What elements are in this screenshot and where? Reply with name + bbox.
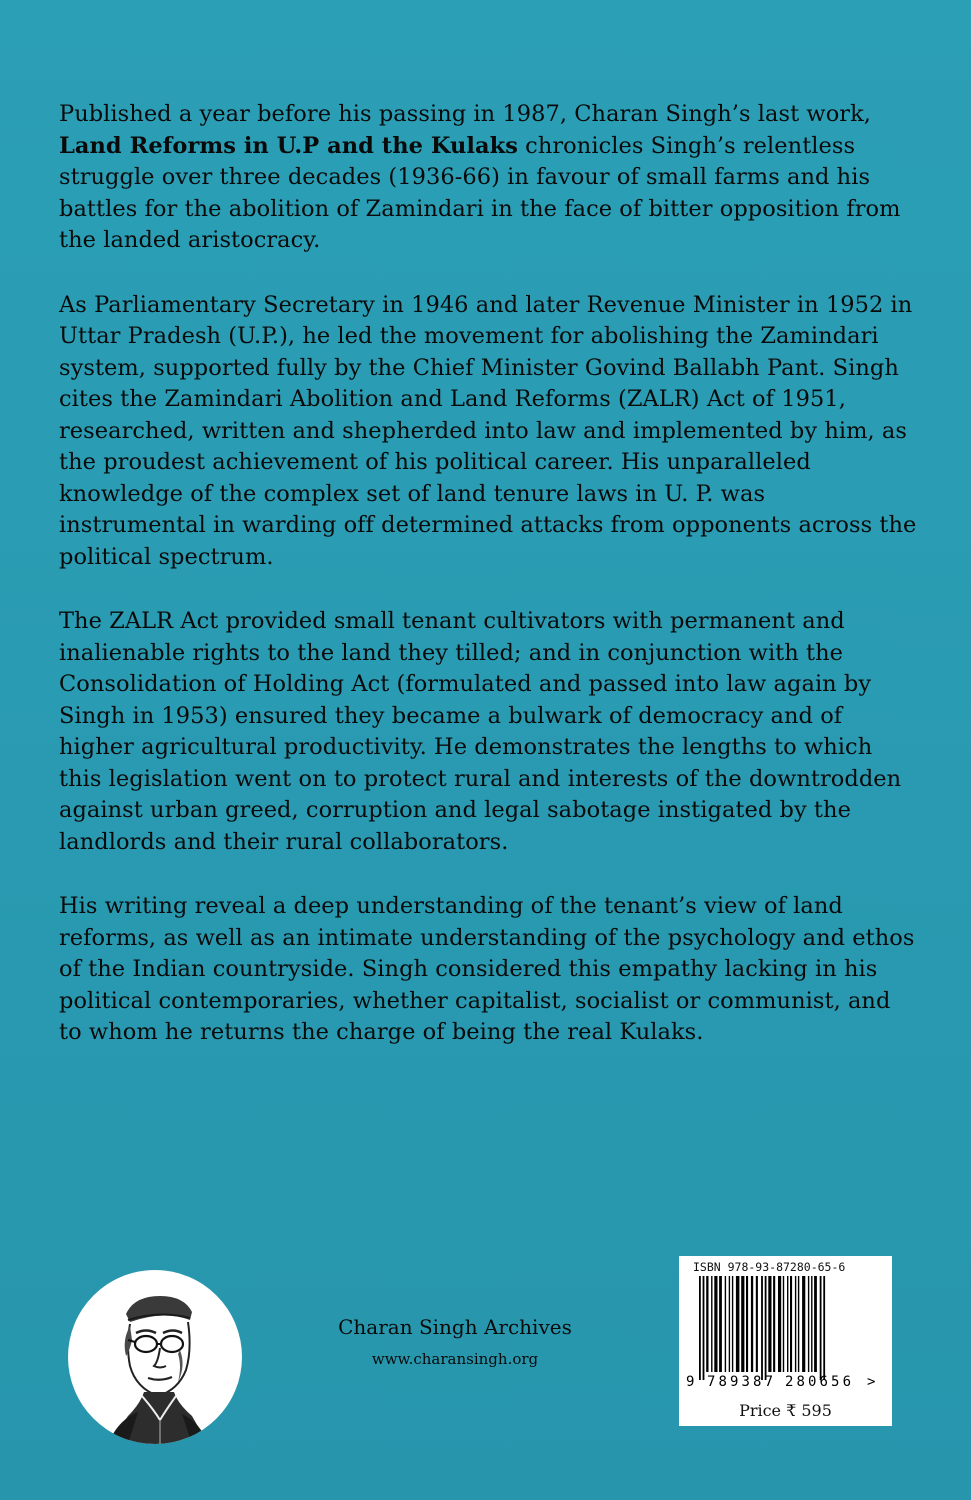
barcode-bar bbox=[719, 1276, 722, 1372]
publisher-name: Charan Singh Archives bbox=[338, 1315, 572, 1339]
blurb-paragraph-4: His writing reveal a deep understanding of the tenant’s view of land reforms, as well as an intimate understanding of the psychology and ethos of the Indian countryside. Singh considered this empathy lacking in his political contemporaries, whether capitalist, socialist or communist, and to whom he returns the charge of being the real Kulaks. bbox=[59, 893, 915, 1045]
barcode-icon bbox=[679, 1256, 892, 1401]
barcode-first-digit: 9 bbox=[686, 1374, 695, 1390]
barcode-bar bbox=[787, 1276, 788, 1372]
barcode-bar bbox=[714, 1276, 717, 1372]
charan-singh-portrait-logo bbox=[68, 1270, 242, 1444]
barcode-bar bbox=[751, 1276, 753, 1372]
portrait-sketch-icon bbox=[68, 1270, 242, 1444]
barcode-bar bbox=[768, 1276, 771, 1372]
barcode-bar bbox=[699, 1276, 701, 1380]
barcode-bar bbox=[703, 1276, 705, 1380]
barcode-bar bbox=[725, 1276, 726, 1372]
barcode-bar bbox=[795, 1276, 796, 1372]
barcode-bar bbox=[790, 1276, 792, 1372]
barcode-bar bbox=[711, 1276, 712, 1372]
barcode-bar bbox=[729, 1276, 730, 1372]
barcode-bar bbox=[706, 1276, 708, 1372]
barcode-bar bbox=[741, 1276, 744, 1372]
barcode-bar bbox=[746, 1276, 748, 1372]
publisher-website: www.charansingh.org bbox=[371, 1350, 539, 1368]
barcode-bar bbox=[798, 1276, 799, 1372]
blurb-p1-intro: Published a year before his passing in 1987, Charan Singh’s last work, bbox=[59, 101, 871, 127]
barcode-bar bbox=[823, 1276, 825, 1380]
barcode-quiet-mark: > bbox=[867, 1374, 876, 1390]
barcode-right-digits: 280656 bbox=[785, 1374, 851, 1390]
barcode-bar bbox=[736, 1276, 740, 1372]
barcode-bar bbox=[778, 1276, 781, 1372]
barcode-bar bbox=[732, 1276, 733, 1372]
barcode-bar bbox=[773, 1276, 775, 1372]
barcode-bar bbox=[756, 1276, 758, 1372]
blurb-p1-rest: chronicles Singh’s relentless struggle over three decades (1936-66) in favour of small farms and his battles for the abolition of Zamindari in the face of bitter opposition from the landed aristocracy. bbox=[59, 132, 901, 253]
barcode-bar bbox=[802, 1276, 805, 1372]
publisher-block bbox=[300, 1314, 610, 1370]
blurb-paragraph-2: As Parliamentary Secretary in 1946 and later Revenue Minister in 1952 in Uttar Pradesh (U.P.), he led the movement for abolishing the Zamindari system, supported fully by the Chief Minister Govind Ballabh Pant. Singh cites the Zamindari Abolition and Land Reforms (ZALR) Act of 1951, researched, written and shepherded into law and implemented by him, as the proudest achievement of his political career. His unparalleled knowledge of the complex set of land tenure laws in U. P. was instrumental in warding off determined attacks from opponents across the political spectrum. bbox=[59, 291, 917, 570]
barcode-bar bbox=[808, 1276, 809, 1372]
book-title-bold: Land Reforms in U.P and the Kulaks bbox=[59, 132, 518, 159]
barcode-bar bbox=[783, 1276, 784, 1372]
barcode-left-digits: 789387 bbox=[707, 1374, 773, 1390]
isbn-label: ISBN 978-93-87280-65-6 bbox=[693, 1260, 846, 1274]
barcode-bar bbox=[820, 1276, 822, 1380]
isbn-barcode-box bbox=[679, 1256, 892, 1426]
barcode-bar bbox=[761, 1276, 763, 1380]
blurb-text bbox=[59, 99, 919, 1082]
barcode-bar bbox=[765, 1276, 767, 1380]
blurb-paragraph-3: The ZALR Act provided small tenant cultivators with permanent and inalienable rights to the land they tilled; and in conjunction with the Consolidation of Holding Act (formulated and passed into law again by Singh in 1953) ensured they became a bulwark of democracy and of higher agricultural productivity. He demonstrates the lengths to which this legislation went on to protect rural and interests of the downtrodden against urban greed, corruption and legal sabotage instigated by the landlords and their rural collaborators. bbox=[59, 608, 902, 855]
blurb-paragraph-1 bbox=[59, 99, 919, 257]
barcode-bar bbox=[814, 1276, 817, 1372]
barcode-bar bbox=[811, 1276, 812, 1372]
price-label: Price ₹ 595 bbox=[739, 1401, 832, 1420]
